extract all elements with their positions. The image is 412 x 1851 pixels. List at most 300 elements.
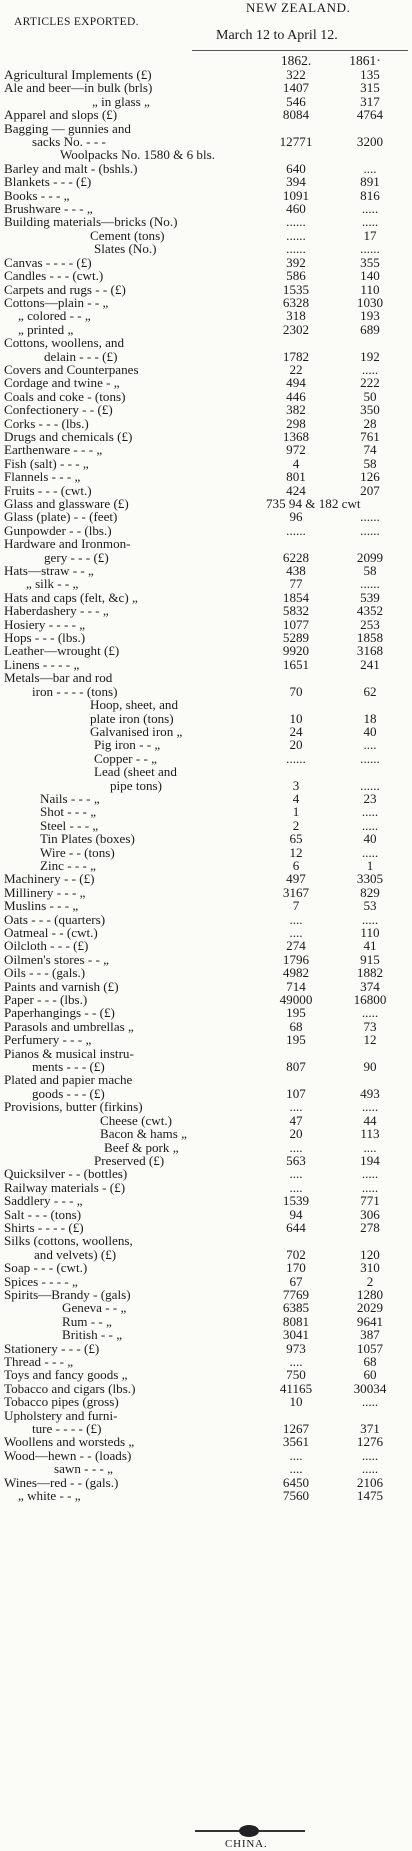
value-1862: 392 — [286, 254, 306, 270]
article-label: Upholstery and furni- — [4, 1407, 118, 1423]
value-1862: 70 — [289, 683, 303, 699]
value-1861: 1858 — [356, 630, 384, 646]
value-1861: 689 — [360, 321, 380, 337]
value-1861: 374 — [360, 978, 380, 994]
value-1862: .... — [289, 925, 303, 940]
table-row — [0, 1395, 412, 1408]
table-row — [0, 122, 412, 135]
value-1862: 6385 — [282, 1300, 310, 1316]
value-1861: 12 — [363, 1032, 377, 1048]
table-row — [0, 470, 412, 483]
value-1861: 73 — [363, 1018, 377, 1034]
table-row — [0, 497, 412, 510]
value-1862: 1782 — [282, 348, 310, 364]
value-1862: 546 — [286, 93, 306, 109]
article-label: Pianos & musical instru- — [4, 1045, 134, 1061]
value-1861: ...... — [360, 509, 380, 525]
value-1861: 310 — [360, 1260, 380, 1276]
value-1861: ..... — [361, 214, 379, 230]
value-1861: 493 — [360, 1085, 380, 1101]
value-1862: 586 — [286, 268, 306, 284]
value-1861: ..... — [361, 1447, 379, 1463]
value-1862: 10 — [289, 1394, 303, 1410]
value-1861: 44 — [363, 1112, 377, 1128]
value-1862: 714 — [286, 978, 306, 994]
table-row — [0, 175, 412, 188]
value-1862: 1796 — [282, 951, 310, 967]
value-1861: 113 — [360, 1126, 380, 1142]
article-label: Perfumery - - - „ — [4, 1032, 92, 1048]
table-row — [0, 269, 412, 282]
table-row — [0, 283, 412, 296]
value-1862: 6328 — [282, 294, 310, 310]
table-row — [0, 1449, 412, 1462]
value-1861: 28 — [363, 415, 377, 431]
value-1862: 735 94 & 182 cwt — [266, 496, 361, 511]
table-row — [0, 698, 412, 711]
article-label: Machinery - - (£) — [4, 871, 95, 887]
table-row — [0, 1435, 412, 1448]
article-label: Wood—hewn - - (loads) — [4, 1447, 132, 1463]
value-1861: 74 — [363, 442, 377, 458]
value-1862: .... — [289, 1166, 303, 1182]
article-label: Oats - - - (quarters) — [4, 911, 106, 927]
value-1861: 3305 — [356, 871, 384, 887]
article-label: Books - - - „ — [4, 187, 70, 203]
table-row — [0, 309, 412, 322]
value-1861: 41 — [363, 938, 377, 954]
table-row — [0, 1181, 412, 1194]
article-label: Pig iron - - „ — [94, 737, 161, 753]
value-1862: 65 — [289, 831, 303, 847]
article-label: Brushware - - - „ — [4, 201, 93, 217]
article-label: Railway materials - (£) — [4, 1179, 126, 1195]
value-1862: ...... — [286, 214, 306, 230]
table-row — [0, 323, 412, 336]
value-1861: 40 — [363, 723, 377, 739]
table-row — [0, 1355, 412, 1368]
article-label: Oatmeal - - (cwt.) — [4, 925, 98, 940]
article-label: Fruits - - - (cwt.) — [4, 482, 92, 498]
table-row — [0, 738, 412, 751]
value-1862: 750 — [286, 1367, 306, 1383]
table-row — [0, 1114, 412, 1127]
value-1862: 7769 — [282, 1286, 310, 1302]
table-row — [0, 832, 412, 845]
article-label: Wines—red - - (gals.) — [4, 1474, 119, 1490]
value-1861: 278 — [360, 1219, 380, 1235]
value-1861: 1276 — [356, 1434, 384, 1450]
article-label: Fish (salt) - - - „ — [4, 455, 89, 471]
value-1862: .... — [289, 1139, 303, 1155]
table-row — [0, 108, 412, 121]
article-label: Metals—bar and rod — [4, 670, 113, 686]
value-1861: ...... — [360, 576, 380, 592]
table-row — [0, 510, 412, 523]
table-row — [0, 202, 412, 215]
value-1861: 58 — [363, 563, 377, 579]
value-1862: 170 — [286, 1260, 306, 1276]
value-1861: 110 — [360, 281, 380, 297]
article-label: Bagging — gunnies and — [4, 120, 131, 136]
divider-ornament — [239, 1825, 259, 1837]
value-1862: 2302 — [282, 321, 310, 337]
value-1861: 4352 — [356, 603, 384, 619]
article-label: Candles - - - (cwt.) — [4, 268, 104, 284]
article-label: Spices - - - - „ — [4, 1273, 78, 1289]
value-1861: 387 — [360, 1327, 380, 1343]
value-1861: 58 — [363, 455, 377, 471]
value-1862: 41165 — [279, 1380, 313, 1396]
table-row — [0, 551, 412, 564]
article-label: Plated and papier mache — [4, 1072, 133, 1088]
value-1861: 194 — [360, 1152, 380, 1168]
article-label: Copper - - „ — [94, 750, 157, 766]
value-1862: 22 — [289, 361, 303, 377]
table-row — [0, 537, 412, 550]
value-1862: 8081 — [282, 1313, 310, 1329]
article-label: Apparel and slops (£) — [4, 107, 118, 123]
value-1862: 10 — [289, 710, 303, 726]
article-label: Toys and fancy goods „ — [4, 1367, 128, 1383]
value-1861: 350 — [360, 402, 380, 418]
table-row — [0, 846, 412, 859]
table-row — [0, 644, 412, 657]
table-row — [0, 1234, 412, 1247]
table-row — [0, 631, 412, 644]
article-label: Oilcloth - - - (£) — [4, 938, 89, 954]
article-label: Confectionery - - (£) — [4, 402, 113, 418]
article-label: Millinery - - - „ — [4, 884, 86, 900]
value-1861: 891 — [360, 174, 380, 190]
value-1862: 274 — [286, 938, 306, 954]
value-1862: 6450 — [282, 1474, 310, 1490]
value-1861: ...... — [360, 750, 380, 766]
article-label: British - - „ — [62, 1327, 123, 1343]
value-1862: 7560 — [282, 1488, 310, 1504]
value-1862: 20 — [289, 1126, 303, 1142]
value-1862: 5832 — [282, 603, 310, 619]
article-label: Saddlery - - - „ — [4, 1193, 83, 1209]
value-1862: 12 — [289, 844, 303, 860]
table-row — [0, 618, 412, 631]
article-label: Flannels - - - „ — [4, 469, 81, 485]
article-label: Shot - - - „ — [40, 804, 97, 820]
table-row — [0, 1127, 412, 1140]
table-row — [0, 604, 412, 617]
article-label: Preserved (£) — [94, 1152, 165, 1168]
value-1862: 972 — [286, 442, 306, 458]
value-1862: .... — [289, 1447, 303, 1463]
table-row — [0, 725, 412, 738]
table-row — [0, 805, 412, 818]
table-row — [0, 95, 412, 108]
value-1861: 315 — [360, 80, 380, 96]
article-label: Nails - - - „ — [40, 790, 100, 806]
table-row — [0, 1154, 412, 1167]
table-row — [0, 1261, 412, 1274]
article-label: plate iron (tons) — [90, 710, 174, 726]
article-label: „ white - - „ — [18, 1488, 81, 1504]
article-label: „ in glass „ — [92, 93, 150, 109]
value-1862: 494 — [286, 375, 306, 391]
article-label: Oils - - - (gals.) — [4, 965, 86, 981]
article-label: Soap - - - (cwt.) — [4, 1260, 88, 1276]
table-row — [0, 484, 412, 497]
table-row — [0, 1462, 412, 1475]
table-row — [0, 819, 412, 832]
value-1862: 2 — [292, 817, 300, 833]
value-1861: 140 — [360, 268, 380, 284]
value-1862: 4 — [292, 790, 300, 806]
article-label: Quicksilver - - (bottles) — [4, 1166, 128, 1182]
value-1862: 96 — [289, 509, 303, 525]
article-label: Barley and malt - (bshls.) — [4, 160, 138, 176]
article-label: Beef & pork „ — [104, 1139, 179, 1155]
value-1861: ..... — [361, 1005, 379, 1021]
article-label: ture - - - - (£) — [32, 1421, 102, 1437]
value-1861: .... — [363, 160, 377, 176]
value-1861: ..... — [361, 844, 379, 860]
value-1861: ...... — [360, 777, 380, 793]
article-label: Oilmen's stores - - „ — [4, 951, 109, 967]
value-1862: 644 — [286, 1219, 306, 1235]
article-label: Lead (sheet and — [94, 764, 177, 780]
article-label: Zinc - - - „ — [40, 857, 96, 873]
table-row — [0, 872, 412, 885]
table-row — [0, 993, 412, 1006]
table-row — [0, 926, 412, 939]
table-row — [0, 671, 412, 684]
table-row — [0, 1006, 412, 1019]
value-1861: .... — [363, 1139, 377, 1155]
value-1862: .... — [289, 1179, 303, 1195]
table-row — [0, 886, 412, 899]
table-row — [0, 779, 412, 792]
article-label: sawn - - - „ — [54, 1461, 113, 1477]
value-1862: ...... — [286, 750, 306, 766]
table-row — [0, 1141, 412, 1154]
value-1861: 50 — [363, 388, 377, 404]
table-row — [0, 1409, 412, 1422]
value-1862: 9920 — [282, 643, 310, 659]
article-label: Covers and Counterpanes — [4, 361, 139, 377]
value-1862: 3 — [292, 777, 300, 793]
table-row — [0, 765, 412, 778]
value-1861: 126 — [360, 469, 380, 485]
article-label: Stationery - - - (£) — [4, 1340, 100, 1356]
articles-exported-heading: ARTICLES EXPORTED. — [14, 16, 139, 28]
article-label: Silks (cottons, woollens, — [4, 1233, 133, 1249]
article-label: ments - - - (£) — [32, 1059, 105, 1075]
table-row — [0, 1476, 412, 1489]
table-row — [0, 859, 412, 872]
article-label: Wire - - (tons) — [40, 844, 115, 860]
table-row — [0, 1060, 412, 1073]
value-1861: ..... — [361, 1179, 379, 1195]
table-row — [0, 939, 412, 952]
article-label: Thread - - - „ — [4, 1354, 74, 1369]
article-label: Muslins - - - „ — [4, 898, 79, 914]
value-1861: ...... — [360, 522, 380, 538]
value-1862: 702 — [286, 1246, 306, 1262]
table-row — [0, 792, 412, 805]
article-label: Cement (tons) — [90, 227, 165, 243]
value-1862: 563 — [286, 1152, 306, 1168]
table-row — [0, 1167, 412, 1180]
value-1862: 1651 — [282, 656, 310, 672]
value-1861: 9641 — [356, 1313, 384, 1329]
value-1862: ...... — [286, 227, 306, 243]
value-1861: ..... — [361, 817, 379, 833]
table-row — [0, 685, 412, 698]
table-row — [0, 899, 412, 912]
value-1861: 915 — [360, 951, 380, 967]
article-label: Earthenware - - - „ — [4, 442, 103, 458]
article-label: sacks No. - - - — [32, 134, 106, 150]
value-1861: 355 — [360, 254, 380, 270]
value-1862: 497 — [286, 871, 306, 887]
table-row — [0, 1422, 412, 1435]
value-1861: 1475 — [356, 1488, 384, 1504]
next-section-heading: CHINA. — [225, 1838, 268, 1850]
value-1862: 424 — [286, 482, 306, 498]
value-1862: 1 — [292, 804, 300, 820]
table-row — [0, 390, 412, 403]
value-1862: 6 — [292, 857, 300, 873]
article-label: Parasols and umbrellas „ — [4, 1018, 134, 1034]
value-1862: .... — [289, 1099, 303, 1115]
value-1861: ..... — [361, 201, 379, 217]
value-1862: 8084 — [282, 107, 310, 123]
table-row — [0, 564, 412, 577]
article-label: delain - - - (£) — [44, 348, 118, 364]
table-row — [0, 457, 412, 470]
article-label: iron - - - - (tons) — [32, 683, 118, 699]
value-1861: 40 — [363, 831, 377, 847]
article-label: Hats—straw - - „ — [4, 563, 94, 579]
table-row — [0, 1047, 412, 1060]
article-label: Blankets - - - (£) — [4, 174, 92, 190]
article-label: „ printed „ — [18, 321, 74, 337]
article-label: Steel - - - „ — [40, 817, 99, 833]
article-label: Haberdashery - - - „ — [4, 603, 109, 619]
table-row — [0, 752, 412, 765]
table-row — [0, 189, 412, 202]
value-1861: 62 — [363, 683, 377, 699]
value-1861: ..... — [361, 1461, 379, 1477]
table-row — [0, 1328, 412, 1341]
value-1862: 5289 — [282, 630, 310, 646]
value-1861: ...... — [360, 241, 380, 257]
article-label: Linens - - - - „ — [4, 656, 80, 672]
exports-rows — [0, 68, 412, 1502]
value-1862: 1091 — [282, 187, 310, 203]
table-row — [0, 577, 412, 590]
article-label: „ silk - - „ — [26, 576, 79, 592]
value-1862: 446 — [286, 388, 306, 404]
article-label: Spirits—Brandy - (gals) — [4, 1286, 131, 1302]
article-label: Galvanised iron „ — [90, 723, 183, 739]
value-1861: 1057 — [356, 1340, 384, 1356]
value-1861: 1280 — [356, 1286, 384, 1302]
table-row — [0, 1489, 412, 1502]
value-1861: 60 — [363, 1367, 377, 1383]
value-1862: 4 — [292, 455, 300, 471]
value-1862: 3167 — [282, 884, 310, 900]
value-1862: 3561 — [282, 1434, 310, 1450]
table-row — [0, 256, 412, 269]
value-1861: 17 — [363, 227, 377, 243]
table-row — [0, 81, 412, 94]
table-row — [0, 242, 412, 255]
article-label: Hosiery - - - - „ — [4, 616, 86, 632]
value-1862: 438 — [286, 563, 306, 579]
value-1862: 1854 — [282, 589, 310, 605]
value-1861: 317 — [360, 93, 380, 109]
value-1862: 68 — [289, 1018, 303, 1034]
value-1861: 30034 — [353, 1380, 387, 1396]
article-label: gery - - - (£) — [44, 549, 109, 565]
table-row — [0, 1208, 412, 1221]
article-label: Woollens and worsteds „ — [4, 1434, 135, 1450]
article-label: Agricultural Implements (£) — [4, 67, 152, 82]
table-row — [0, 430, 412, 443]
value-1862: .... — [289, 1354, 303, 1369]
value-1862: 7 — [292, 898, 300, 914]
table-row — [0, 363, 412, 376]
value-1862: 49000 — [279, 992, 313, 1008]
value-1861: ..... — [361, 361, 379, 377]
article-label: Rum - - „ — [62, 1313, 112, 1329]
value-1861: 53 — [363, 898, 377, 914]
article-label: Slates (No.) — [94, 241, 157, 257]
table-row — [0, 1100, 412, 1113]
value-1861: 23 — [363, 790, 377, 806]
value-1861: 193 — [360, 308, 380, 324]
value-1862: 640 — [286, 160, 306, 176]
value-1861: 1030 — [356, 294, 384, 310]
value-1861: 816 — [360, 187, 380, 203]
value-1862: 24 — [289, 723, 303, 739]
value-1861: 2106 — [356, 1474, 384, 1490]
table-row — [0, 417, 412, 430]
article-label: Drugs and chemicals (£) — [4, 428, 133, 444]
table-row — [0, 1194, 412, 1207]
value-1861: 120 — [360, 1246, 380, 1262]
article-label: Shirts - - - - (£) — [4, 1219, 84, 1235]
article-label: Ale and beer—in bulk (brls) — [4, 80, 153, 96]
table-row — [0, 148, 412, 161]
table-row — [0, 1248, 412, 1261]
table-row — [0, 1033, 412, 1046]
value-1861: .... — [363, 737, 377, 753]
table-row — [0, 1301, 412, 1314]
value-1862: 1368 — [282, 428, 310, 444]
value-1862: 195 — [286, 1005, 306, 1021]
value-1861: ..... — [361, 1166, 379, 1182]
value-1862: 4982 — [282, 965, 310, 981]
value-1862: 94 — [289, 1206, 303, 1222]
value-1862: 12771 — [279, 134, 313, 150]
article-label: Cheese (cwt.) — [100, 1112, 172, 1128]
article-label: Paperhangings - - (£) — [4, 1005, 115, 1021]
value-1861: 1 — [366, 857, 374, 873]
value-1861: 192 — [360, 348, 380, 364]
article-label: Hardware and Ironmon- — [4, 536, 131, 552]
region-heading: NEW ZEALAND. — [246, 0, 351, 15]
article-label: Leather—wrought (£) — [4, 643, 120, 659]
